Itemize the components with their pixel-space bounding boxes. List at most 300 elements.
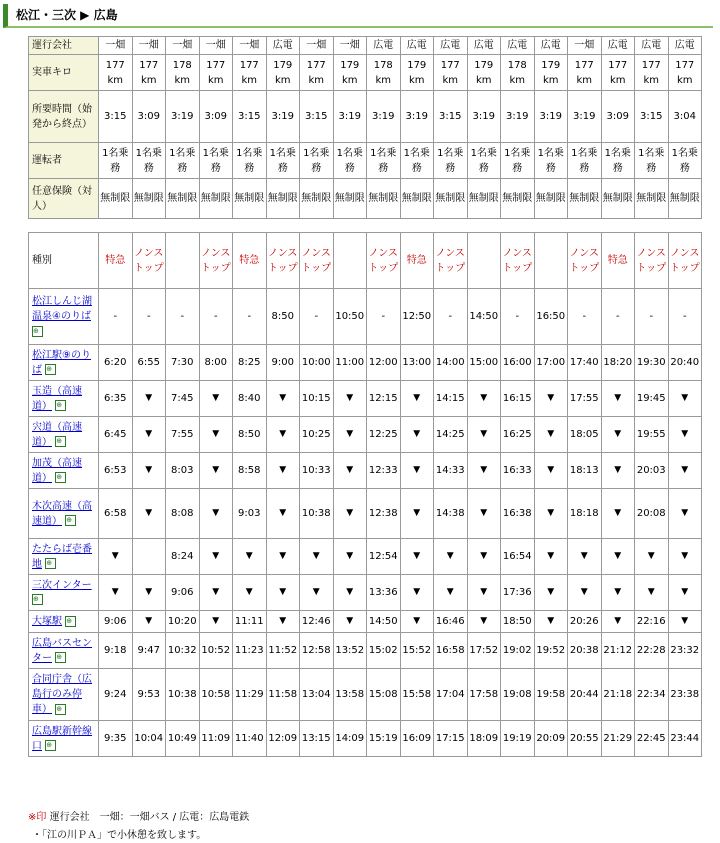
- stop-cell: [29, 611, 99, 633]
- info-cell: 1名乗務: [199, 143, 233, 179]
- time-cell: 9:24: [99, 669, 133, 721]
- time-cell: 10:38: [166, 669, 200, 721]
- info-cell: 無制限: [99, 179, 133, 219]
- stop-link[interactable]: 大塚駅: [32, 616, 62, 627]
- time-cell: ▼: [601, 417, 635, 453]
- info-cell: 広電: [668, 37, 702, 55]
- time-cell: 21:29: [601, 721, 635, 757]
- time-cell: -: [568, 289, 602, 345]
- time-cell: 11:40: [233, 721, 267, 757]
- info-cell: 1名乗務: [601, 143, 635, 179]
- info-row-duration: [29, 91, 702, 143]
- time-cell: ▼: [132, 381, 166, 417]
- time-cell: 10:49: [166, 721, 200, 757]
- type-label: 種別: [29, 233, 99, 289]
- info-cell: 広電: [434, 37, 468, 55]
- time-cell: ▼: [568, 575, 602, 611]
- time-cell: 15:08: [367, 669, 401, 721]
- info-cell: 無制限: [266, 179, 300, 219]
- info-cell: 3:15: [99, 91, 133, 143]
- info-cell: 3:15: [434, 91, 468, 143]
- info-cell: 178 km: [501, 55, 535, 91]
- info-cell: 3:19: [568, 91, 602, 143]
- info-cell: 無制限: [534, 179, 568, 219]
- time-cell: 17:40: [568, 345, 602, 381]
- stop-link[interactable]: 松江しんじ湖温泉④のりば: [32, 296, 92, 322]
- time-cell: ▼: [300, 539, 334, 575]
- time-cell: 12:25: [367, 417, 401, 453]
- map-icon[interactable]: ⊕: [45, 740, 56, 751]
- time-cell: -: [635, 289, 669, 345]
- info-cell: 3:15: [635, 91, 669, 143]
- info-cell: 一畑: [300, 37, 334, 55]
- stop-link[interactable]: 玉造（高速道）: [32, 385, 82, 412]
- bus-type: [467, 233, 501, 289]
- info-cell: 一畑: [199, 37, 233, 55]
- stop-cell: [29, 633, 99, 669]
- time-cell: ▼: [266, 575, 300, 611]
- info-cell: 1名乗務: [501, 143, 535, 179]
- info-cell: 178 km: [166, 55, 200, 91]
- info-cell: 177 km: [601, 55, 635, 91]
- time-cell: 12:46: [300, 611, 334, 633]
- time-cell: 12:54: [367, 539, 401, 575]
- time-cell: ▼: [467, 539, 501, 575]
- map-icon[interactable]: ⊕: [55, 400, 66, 411]
- info-cell: 177 km: [300, 55, 334, 91]
- map-icon[interactable]: ⊕: [45, 364, 56, 375]
- info-cell: 1名乗務: [434, 143, 468, 179]
- time-cell: 13:52: [333, 633, 367, 669]
- time-cell: 20:26: [568, 611, 602, 633]
- time-cell: -: [501, 289, 535, 345]
- time-cell: ▼: [467, 381, 501, 417]
- time-cell: 17:36: [501, 575, 535, 611]
- bus-type: 特急: [99, 233, 133, 289]
- stop-row: [29, 721, 702, 757]
- info-cell: 無制限: [568, 179, 602, 219]
- time-cell: 11:23: [233, 633, 267, 669]
- info-cell: 3:19: [266, 91, 300, 143]
- info-cell: 無制限: [132, 179, 166, 219]
- info-cell: 無制限: [601, 179, 635, 219]
- info-cell: 3:19: [333, 91, 367, 143]
- stop-row: [29, 289, 702, 345]
- info-cell: 3:19: [501, 91, 535, 143]
- info-cell: 1名乗務: [467, 143, 501, 179]
- time-cell: 13:36: [367, 575, 401, 611]
- map-icon[interactable]: ⊕: [55, 704, 66, 715]
- stop-link[interactable]: 加茂（高速道）: [32, 457, 82, 484]
- time-cell: 6:53: [99, 453, 133, 489]
- info-cell: 広電: [635, 37, 669, 55]
- info-cell: 一畑: [132, 37, 166, 55]
- time-cell: ▼: [400, 417, 434, 453]
- info-cell: 無制限: [367, 179, 401, 219]
- time-cell: 9:03: [233, 489, 267, 539]
- time-cell: ▼: [199, 575, 233, 611]
- time-cell: 6:20: [99, 345, 133, 381]
- info-cell: 無制限: [668, 179, 702, 219]
- bus-type: ノンストップ: [635, 233, 669, 289]
- map-icon[interactable]: ⊕: [55, 472, 66, 483]
- stop-row: [29, 669, 702, 721]
- time-cell: ▼: [233, 539, 267, 575]
- time-cell: ▼: [199, 453, 233, 489]
- stop-cell: [29, 289, 99, 345]
- time-cell: ▼: [668, 489, 702, 539]
- time-cell: ▼: [400, 575, 434, 611]
- time-cell: 9:00: [266, 345, 300, 381]
- info-cell: 3:09: [132, 91, 166, 143]
- stop-row: [29, 489, 702, 539]
- time-cell: 16:38: [501, 489, 535, 539]
- footer-note-1: [28, 808, 249, 823]
- time-cell: ▼: [534, 575, 568, 611]
- time-cell: ▼: [266, 611, 300, 633]
- stop-cell: [29, 539, 99, 575]
- time-cell: 11:11: [233, 611, 267, 633]
- time-cell: 20:38: [568, 633, 602, 669]
- map-icon[interactable]: ⊕: [55, 652, 66, 663]
- time-cell: -: [601, 289, 635, 345]
- time-cell: ▼: [601, 575, 635, 611]
- time-cell: 16:09: [400, 721, 434, 757]
- info-label: 実車キロ: [29, 55, 99, 91]
- time-cell: ▼: [400, 489, 434, 539]
- time-cell: ▼: [635, 575, 669, 611]
- time-cell: 23:44: [668, 721, 702, 757]
- time-cell: 10:38: [300, 489, 334, 539]
- info-cell: 3:19: [467, 91, 501, 143]
- time-cell: 19:52: [534, 633, 568, 669]
- stop-row: [29, 539, 702, 575]
- time-cell: ▼: [333, 575, 367, 611]
- time-cell: 12:33: [367, 453, 401, 489]
- stop-link[interactable]: 広島駅新幹線口: [32, 725, 92, 752]
- time-cell: ▼: [534, 417, 568, 453]
- time-cell: 14:50: [467, 289, 501, 345]
- time-cell: 10:04: [132, 721, 166, 757]
- time-cell: 12:15: [367, 381, 401, 417]
- time-cell: 20:03: [635, 453, 669, 489]
- time-cell: 17:00: [534, 345, 568, 381]
- time-cell: ▼: [199, 539, 233, 575]
- time-cell: ▼: [668, 453, 702, 489]
- info-cell: 179 km: [333, 55, 367, 91]
- info-cell: 広電: [367, 37, 401, 55]
- time-cell: ▼: [601, 611, 635, 633]
- time-cell: 15:52: [400, 633, 434, 669]
- time-cell: ▼: [199, 417, 233, 453]
- info-cell: 無制限: [400, 179, 434, 219]
- time-cell: -: [132, 289, 166, 345]
- stop-link[interactable]: 広島バスセンター: [32, 637, 92, 664]
- time-cell: ▼: [233, 575, 267, 611]
- time-cell: ▼: [333, 539, 367, 575]
- info-cell: 一畑: [99, 37, 133, 55]
- time-cell: -: [233, 289, 267, 345]
- time-cell: 19:55: [635, 417, 669, 453]
- type-row: [29, 233, 702, 289]
- time-cell: ▼: [467, 453, 501, 489]
- stop-row: [29, 345, 702, 381]
- info-cell: 3:19: [367, 91, 401, 143]
- time-cell: ▼: [333, 381, 367, 417]
- stop-link[interactable]: 宍道（高速道）: [32, 421, 82, 448]
- bus-type: 特急: [601, 233, 635, 289]
- stop-row: [29, 381, 702, 417]
- time-cell: 20:44: [568, 669, 602, 721]
- time-cell: 16:25: [501, 417, 535, 453]
- time-cell: 8:03: [166, 453, 200, 489]
- time-cell: ▼: [132, 489, 166, 539]
- bus-type: 特急: [233, 233, 267, 289]
- time-cell: -: [199, 289, 233, 345]
- time-cell: 18:13: [568, 453, 602, 489]
- stop-row: [29, 633, 702, 669]
- stop-link[interactable]: 木次高速（高速道）: [32, 500, 92, 527]
- time-cell: ▼: [400, 381, 434, 417]
- info-cell: 無制限: [333, 179, 367, 219]
- info-cell: 3:19: [400, 91, 434, 143]
- info-row-insurance: [29, 179, 702, 219]
- info-cell: 179 km: [534, 55, 568, 91]
- info-cell: 一畑: [568, 37, 602, 55]
- time-cell: 12:00: [367, 345, 401, 381]
- time-cell: 9:18: [99, 633, 133, 669]
- stop-link[interactable]: たたらば壱番地: [32, 543, 92, 570]
- time-cell: ▼: [300, 575, 334, 611]
- time-cell: 23:32: [668, 633, 702, 669]
- time-cell: ▼: [467, 611, 501, 633]
- time-cell: 12:50: [400, 289, 434, 345]
- time-cell: 15:58: [400, 669, 434, 721]
- time-cell: 12:58: [300, 633, 334, 669]
- info-cell: 1名乗務: [266, 143, 300, 179]
- time-cell: 14:33: [434, 453, 468, 489]
- bus-type: ノンストップ: [434, 233, 468, 289]
- info-cell: 無制限: [635, 179, 669, 219]
- time-cell: 6:45: [99, 417, 133, 453]
- time-cell: ▼: [333, 611, 367, 633]
- time-cell: 11:29: [233, 669, 267, 721]
- time-cell: 10:33: [300, 453, 334, 489]
- time-cell: 22:28: [635, 633, 669, 669]
- time-cell: ▼: [333, 453, 367, 489]
- time-cell: ▼: [99, 575, 133, 611]
- time-cell: 14:25: [434, 417, 468, 453]
- info-cell: 3:09: [199, 91, 233, 143]
- time-cell: 16:00: [501, 345, 535, 381]
- info-cell: 3:19: [534, 91, 568, 143]
- time-cell: -: [166, 289, 200, 345]
- stop-link[interactable]: 松江駅⑨のりば: [32, 349, 91, 376]
- time-cell: ▼: [199, 611, 233, 633]
- info-cell: 一畑: [166, 37, 200, 55]
- info-cell: 177 km: [568, 55, 602, 91]
- time-cell: ▼: [534, 489, 568, 539]
- bus-type: ノンストップ: [501, 233, 535, 289]
- bus-type: ノンストップ: [568, 233, 602, 289]
- time-cell: 22:45: [635, 721, 669, 757]
- time-cell: 19:19: [501, 721, 535, 757]
- info-cell: 広電: [534, 37, 568, 55]
- time-cell: -: [668, 289, 702, 345]
- time-cell: ▼: [568, 539, 602, 575]
- info-table: [28, 36, 702, 219]
- time-cell: 14:09: [333, 721, 367, 757]
- time-cell: 14:15: [434, 381, 468, 417]
- time-cell: 8:40: [233, 381, 267, 417]
- stop-row: [29, 575, 702, 611]
- time-cell: 12:38: [367, 489, 401, 539]
- stop-row: [29, 611, 702, 633]
- info-cell: 179 km: [400, 55, 434, 91]
- info-cell: 無制限: [467, 179, 501, 219]
- info-label: 任意保険（対人）: [29, 179, 99, 219]
- info-cell: 177 km: [233, 55, 267, 91]
- stop-cell: [29, 721, 99, 757]
- time-cell: ▼: [534, 539, 568, 575]
- time-cell: ▼: [132, 575, 166, 611]
- bus-type: [166, 233, 200, 289]
- time-cell: 14:38: [434, 489, 468, 539]
- info-cell: 1名乗務: [132, 143, 166, 179]
- time-cell: ▼: [668, 611, 702, 633]
- time-cell: 18:18: [568, 489, 602, 539]
- time-cell: 21:12: [601, 633, 635, 669]
- info-cell: 179 km: [266, 55, 300, 91]
- time-cell: 8:58: [233, 453, 267, 489]
- time-cell: 12:09: [266, 721, 300, 757]
- info-cell: 1名乗務: [300, 143, 334, 179]
- time-cell: 17:15: [434, 721, 468, 757]
- stop-cell: [29, 669, 99, 721]
- time-cell: ▼: [601, 453, 635, 489]
- info-cell: 177 km: [635, 55, 669, 91]
- time-cell: 21:18: [601, 669, 635, 721]
- time-cell: 13:58: [333, 669, 367, 721]
- bus-type: ノンストップ: [367, 233, 401, 289]
- info-cell: 無制限: [434, 179, 468, 219]
- time-cell: 10:00: [300, 345, 334, 381]
- time-cell: ▼: [333, 417, 367, 453]
- time-cell: 20:08: [635, 489, 669, 539]
- time-cell: ▼: [668, 575, 702, 611]
- info-cell: 1名乗務: [400, 143, 434, 179]
- time-cell: 9:06: [99, 611, 133, 633]
- time-cell: 7:55: [166, 417, 200, 453]
- info-cell: 3:15: [300, 91, 334, 143]
- time-cell: 10:32: [166, 633, 200, 669]
- info-cell: 3:19: [166, 91, 200, 143]
- info-row-driver: [29, 143, 702, 179]
- info-cell: 無制限: [166, 179, 200, 219]
- time-cell: ▼: [668, 381, 702, 417]
- time-cell: 19:30: [635, 345, 669, 381]
- time-cell: 15:02: [367, 633, 401, 669]
- time-cell: 19:45: [635, 381, 669, 417]
- info-label: 運転者: [29, 143, 99, 179]
- time-cell: 11:52: [266, 633, 300, 669]
- time-cell: ▼: [668, 417, 702, 453]
- time-cell: 18:09: [467, 721, 501, 757]
- time-cell: 9:35: [99, 721, 133, 757]
- time-cell: 16:54: [501, 539, 535, 575]
- time-cell: ▼: [400, 539, 434, 575]
- info-cell: 1名乗務: [99, 143, 133, 179]
- time-cell: 9:53: [132, 669, 166, 721]
- info-cell: 広電: [266, 37, 300, 55]
- time-cell: 10:58: [199, 669, 233, 721]
- time-cell: 17:58: [467, 669, 501, 721]
- footer-note-2: ・「江の川ＰＡ」で小休憩を致します。: [32, 830, 207, 841]
- time-cell: ▼: [601, 489, 635, 539]
- time-cell: 17:04: [434, 669, 468, 721]
- map-icon[interactable]: ⊕: [65, 616, 76, 627]
- time-cell: 11:09: [199, 721, 233, 757]
- time-cell: -: [99, 289, 133, 345]
- info-row-company: [29, 37, 702, 55]
- time-cell: 13:04: [300, 669, 334, 721]
- info-cell: 177 km: [668, 55, 702, 91]
- time-cell: 10:20: [166, 611, 200, 633]
- info-cell: 無制限: [300, 179, 334, 219]
- info-cell: 179 km: [467, 55, 501, 91]
- time-cell: ▼: [400, 453, 434, 489]
- bus-type: [534, 233, 568, 289]
- time-cell: 7:45: [166, 381, 200, 417]
- stop-link[interactable]: 合同庁舎（広島行のみ停車）: [32, 674, 92, 715]
- time-cell: 6:35: [99, 381, 133, 417]
- map-icon[interactable]: ⊕: [45, 558, 56, 569]
- time-cell: 9:47: [132, 633, 166, 669]
- time-cell: 18:05: [568, 417, 602, 453]
- footer-mark: ※印: [28, 812, 47, 823]
- time-cell: ▼: [266, 539, 300, 575]
- time-cell: ▼: [266, 417, 300, 453]
- map-icon[interactable]: ⊕: [55, 436, 66, 447]
- schedule-table: [28, 232, 702, 757]
- info-cell: 177 km: [99, 55, 133, 91]
- info-cell: 一畑: [333, 37, 367, 55]
- time-cell: 20:40: [668, 345, 702, 381]
- map-icon[interactable]: ⊕: [32, 594, 43, 605]
- time-cell: ▼: [434, 539, 468, 575]
- bus-type: [333, 233, 367, 289]
- time-cell: ▼: [534, 611, 568, 633]
- time-cell: 8:24: [166, 539, 200, 575]
- time-cell: 8:08: [166, 489, 200, 539]
- time-cell: ▼: [132, 611, 166, 633]
- time-cell: ▼: [132, 417, 166, 453]
- map-icon[interactable]: ⊕: [65, 515, 76, 526]
- info-cell: 177 km: [434, 55, 468, 91]
- map-icon[interactable]: ⊕: [32, 326, 43, 337]
- time-cell: 19:02: [501, 633, 535, 669]
- bus-type: 特急: [400, 233, 434, 289]
- time-cell: 8:50: [233, 417, 267, 453]
- stop-link[interactable]: 三次インター: [32, 579, 92, 591]
- info-cell: 無制限: [501, 179, 535, 219]
- time-cell: 10:15: [300, 381, 334, 417]
- time-cell: 8:50: [266, 289, 300, 345]
- info-cell: 1名乗務: [233, 143, 267, 179]
- time-cell: ▼: [534, 381, 568, 417]
- time-cell: 18:50: [501, 611, 535, 633]
- time-cell: ▼: [467, 575, 501, 611]
